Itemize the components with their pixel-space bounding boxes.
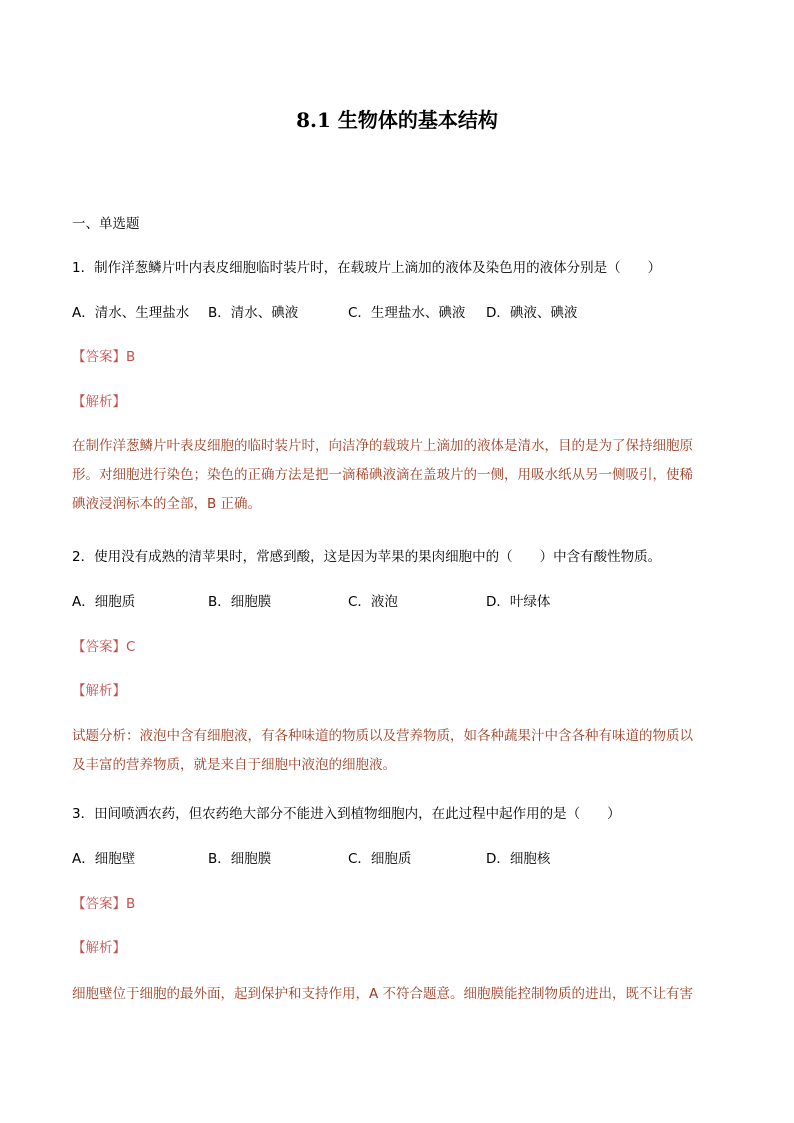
explanation-line: 试题分析：液泡中含有细胞液，有各种味道的物质以及营养物质，如各种蔬果汁中含各种有味道的物质以 — [72, 728, 693, 744]
explanation-text: 不符合题意。细胞膜能控制物质的进出，既不让有害 — [378, 986, 694, 1002]
q1-option-a: A．清水、生理盐水 — [72, 305, 190, 321]
answer-value: B — [126, 349, 136, 365]
explanation-line: 在制作洋葱鳞片叶表皮细胞的临时装片时，向洁净的载玻片上滴加的液体是清水，目的是为了保持细胞原 — [72, 438, 693, 454]
q3-option-b: B．细胞膜 — [208, 851, 272, 867]
explanation-line — [72, 980, 722, 1009]
answer-value: C — [126, 639, 136, 655]
q1-answer — [72, 347, 135, 367]
question-1-stem: 1．制作洋葱鳞片叶内表皮细胞临时装片时，在载玻片上滴加的液体及染色用的液体分别是（ ） — [72, 260, 662, 276]
q1-option-b: B．清水、碘液 — [208, 305, 299, 321]
explanation-line: 及丰富的营养物质，就是来自于细胞中液泡的细胞液。 — [72, 757, 396, 773]
q2-explanation — [72, 722, 722, 780]
section-heading: 一、单选题 — [72, 216, 140, 232]
answer-label: 【答案】 — [72, 896, 126, 912]
q2-analysis-label: 【解析】 — [72, 683, 126, 699]
page-title: 8.1 生物体的基本结构 — [296, 108, 498, 132]
explanation-line: 形。对细胞进行染色；染色的正确方法是把一滴稀碘液滴在盖玻片的一侧，用吸水纸从另一侧吸引，使稀 — [72, 467, 693, 483]
q1-option-c: C．生理盐水、碘液 — [348, 305, 466, 321]
q2-answer — [72, 637, 135, 657]
q3-option-c: C．细胞质 — [348, 851, 412, 867]
q1-option-d: D．碘液、碘液 — [486, 305, 578, 321]
q2-option-b: B．细胞膜 — [208, 594, 272, 610]
question-3-stem: 3．田间喷洒农药，但农药绝大部分不能进入到植物细胞内，在此过程中起作用的是（ ） — [72, 806, 621, 822]
q2-option-d: D．叶绿体 — [486, 594, 551, 610]
explanation-line: 碘液浸润标本的全部，B 正确。 — [72, 496, 262, 512]
explanation-option-letter: A — [369, 986, 379, 1002]
q3-explanation — [72, 980, 722, 1009]
explanation-text: 细胞壁位于细胞的最外面，起到保护和支持作用， — [72, 986, 369, 1002]
q3-answer — [72, 894, 135, 914]
q3-option-a: A．细胞壁 — [72, 851, 136, 867]
q3-analysis-label: 【解析】 — [72, 940, 126, 956]
answer-label: 【答案】 — [72, 349, 126, 365]
q1-analysis-label: 【解析】 — [72, 394, 126, 410]
question-2-stem: 2．使用没有成熟的清苹果时，常感到酸，这是因为苹果的果肉细胞中的（ ）中含有酸性物质。 — [72, 549, 662, 565]
q3-option-d: D．细胞核 — [486, 851, 551, 867]
q1-explanation — [72, 432, 722, 519]
q2-option-a: A．细胞质 — [72, 594, 136, 610]
q2-option-c: C．液泡 — [348, 594, 398, 610]
answer-label: 【答案】 — [72, 639, 126, 655]
answer-value: B — [126, 896, 136, 912]
